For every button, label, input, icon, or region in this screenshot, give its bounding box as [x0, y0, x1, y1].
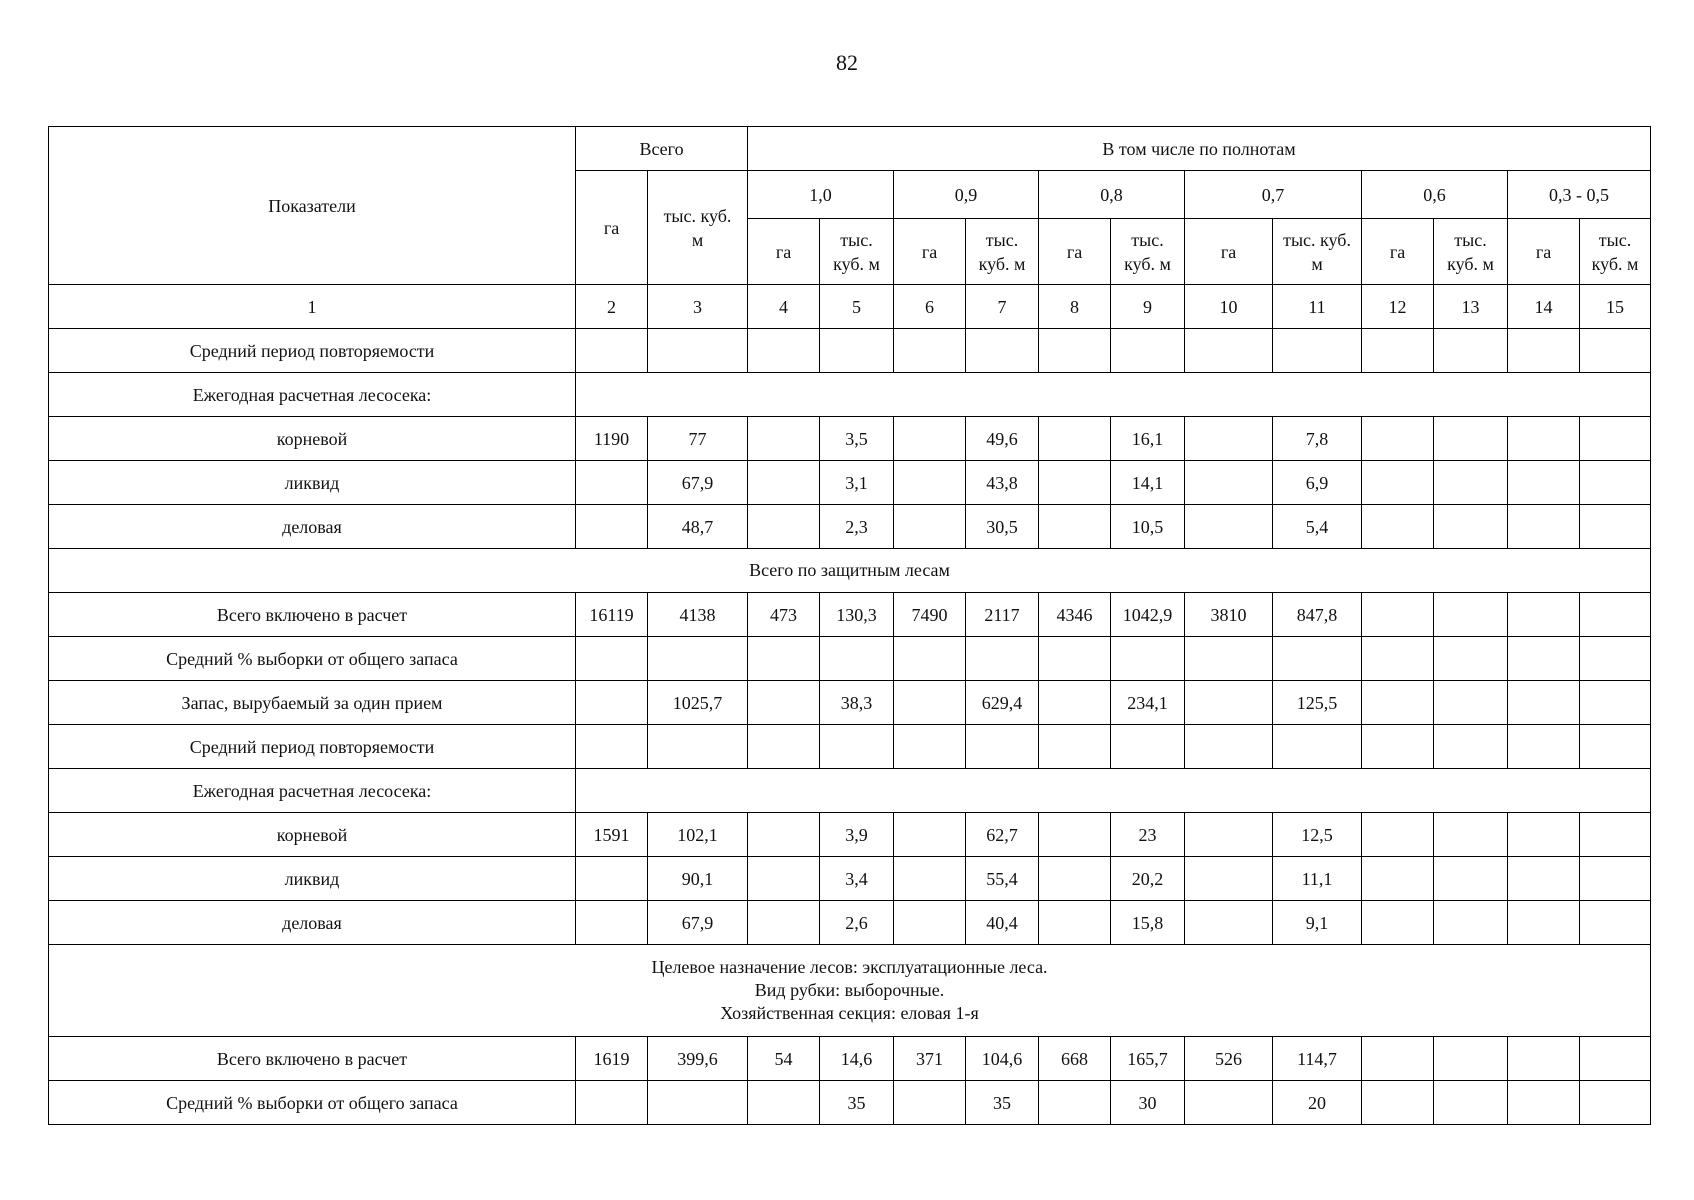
table-cell: 14,1	[1111, 461, 1185, 505]
row-label: Запас, вырубаемый за один прием	[49, 681, 576, 725]
table-row	[49, 593, 1651, 637]
table-cell	[1580, 901, 1651, 945]
page-number: 82	[836, 50, 858, 75]
table-cell	[1580, 461, 1651, 505]
table-cell	[1580, 505, 1651, 549]
table-cell	[576, 1081, 648, 1125]
table-cell	[894, 681, 966, 725]
table-cell: 90,1	[648, 857, 748, 901]
column-number: 8	[1039, 285, 1111, 329]
table-cell	[1434, 901, 1508, 945]
table-cell	[576, 505, 648, 549]
table-cell: 67,9	[648, 461, 748, 505]
table-cell: 2,3	[820, 505, 894, 549]
table-cell: 62,7	[966, 813, 1039, 857]
table-cell	[894, 461, 966, 505]
row-label: Средний период повторяемости	[49, 329, 576, 373]
table-cell: 11,1	[1273, 857, 1362, 901]
table-cell	[648, 725, 748, 769]
header-unit-volume: тыс. куб. м	[820, 219, 894, 285]
table-cell	[1508, 637, 1580, 681]
table-row	[49, 461, 1651, 505]
table-cell	[1039, 329, 1111, 373]
column-number: 15	[1580, 285, 1651, 329]
table-cell: 49,6	[966, 417, 1039, 461]
header-unit-ha: га	[1185, 219, 1273, 285]
table-cell	[1580, 329, 1651, 373]
table-cell	[748, 725, 820, 769]
table-cell	[1039, 461, 1111, 505]
table-cell: 54	[748, 1037, 820, 1081]
header-unit-ha: га	[1508, 219, 1580, 285]
header-indicators: Показатели	[49, 127, 576, 285]
table-cell	[1039, 637, 1111, 681]
table-cell	[1362, 637, 1434, 681]
table-cell: 102,1	[648, 813, 748, 857]
table-row	[49, 901, 1651, 945]
table-cell	[1580, 681, 1651, 725]
section-heading-line: Хозяйственная секция: еловая 1-я	[720, 1003, 979, 1023]
column-number: 12	[1362, 285, 1434, 329]
table-cell: 3,4	[820, 857, 894, 901]
column-number: 4	[748, 285, 820, 329]
table-cell	[1434, 857, 1508, 901]
table-cell	[1508, 901, 1580, 945]
table-row	[49, 945, 1651, 1037]
table-cell	[1362, 329, 1434, 373]
merged-cell	[576, 769, 1651, 813]
header-including: В том числе по полнотам	[748, 127, 1651, 171]
table-cell	[894, 637, 966, 681]
column-number: 14	[1508, 285, 1580, 329]
table-cell: 165,7	[1111, 1037, 1185, 1081]
table-cell	[1185, 813, 1273, 857]
table-cell	[576, 329, 648, 373]
table-cell	[894, 417, 966, 461]
row-label: Ежегодная расчетная лесосека:	[49, 373, 576, 417]
table-cell	[1362, 813, 1434, 857]
table-cell: 67,9	[648, 901, 748, 945]
table-cell	[1039, 681, 1111, 725]
table-cell: 12,5	[1273, 813, 1362, 857]
table-row	[49, 681, 1651, 725]
header-density: 1,0	[748, 171, 894, 219]
table-cell	[820, 637, 894, 681]
column-number: 2	[576, 285, 648, 329]
table-cell	[1273, 329, 1362, 373]
row-label: деловая	[49, 901, 576, 945]
table-cell	[1185, 329, 1273, 373]
table-cell	[1508, 813, 1580, 857]
header-unit-volume: тыс. куб. м	[966, 219, 1039, 285]
table-cell	[1039, 725, 1111, 769]
table-cell	[1185, 681, 1273, 725]
table-cell	[1362, 593, 1434, 637]
table-cell: 1619	[576, 1037, 648, 1081]
table-cell	[748, 329, 820, 373]
section-heading	[49, 549, 1651, 593]
table-cell	[1434, 417, 1508, 461]
table-cell: 20	[1273, 1081, 1362, 1125]
table-cell: 15,8	[1111, 901, 1185, 945]
table-cell: 473	[748, 593, 820, 637]
header-total-volume: тыс. куб. м	[648, 171, 748, 285]
column-number: 1	[49, 285, 576, 329]
table-cell: 1042,9	[1111, 593, 1185, 637]
header-density: 0,7	[1185, 171, 1362, 219]
column-number: 6	[894, 285, 966, 329]
table-cell: 5,4	[1273, 505, 1362, 549]
table-cell	[966, 329, 1039, 373]
header-density: 0,3 - 0,5	[1508, 171, 1651, 219]
table-cell	[1508, 505, 1580, 549]
table-cell	[1362, 1081, 1434, 1125]
table-cell: 40,4	[966, 901, 1039, 945]
table-row	[49, 769, 1651, 813]
table-cell	[1111, 725, 1185, 769]
table-cell	[1185, 1081, 1273, 1125]
table-cell	[1273, 637, 1362, 681]
table-cell: 130,3	[820, 593, 894, 637]
table-cell	[1508, 857, 1580, 901]
table-cell	[1273, 725, 1362, 769]
section-heading-line: Целевое назначение лесов: эксплуатационные леса.	[651, 957, 1048, 977]
table-cell	[748, 461, 820, 505]
table-cell: 4138	[648, 593, 748, 637]
table-cell: 2,6	[820, 901, 894, 945]
table-cell	[1434, 329, 1508, 373]
column-number: 9	[1111, 285, 1185, 329]
table-cell	[1185, 461, 1273, 505]
table-cell: 1190	[576, 417, 648, 461]
table-cell: 4346	[1039, 593, 1111, 637]
table-cell	[576, 725, 648, 769]
table-cell: 35	[966, 1081, 1039, 1125]
table-cell	[894, 813, 966, 857]
table-cell	[1434, 1081, 1508, 1125]
table-cell	[576, 681, 648, 725]
table-cell: 7490	[894, 593, 966, 637]
table-cell	[1508, 1081, 1580, 1125]
table-cell	[1580, 1037, 1651, 1081]
header-unit-volume: тыс. куб. м	[1111, 219, 1185, 285]
table-cell	[1580, 725, 1651, 769]
table-row	[49, 373, 1651, 417]
header-unit-ha: га	[1039, 219, 1111, 285]
table-row	[49, 813, 1651, 857]
row-label: корневой	[49, 417, 576, 461]
table-cell: 668	[1039, 1037, 1111, 1081]
table-cell	[1362, 857, 1434, 901]
table-cell	[1185, 417, 1273, 461]
table-cell: 10,5	[1111, 505, 1185, 549]
header-density: 0,8	[1039, 171, 1185, 219]
table-cell	[576, 901, 648, 945]
table-cell	[748, 637, 820, 681]
row-label: ликвид	[49, 857, 576, 901]
table-row	[49, 329, 1651, 373]
table-cell	[1508, 417, 1580, 461]
table-cell: 16119	[576, 593, 648, 637]
row-label: Всего включено в расчет	[49, 1037, 576, 1081]
header-density: 0,9	[894, 171, 1039, 219]
table-cell	[1508, 681, 1580, 725]
table-cell: 125,5	[1273, 681, 1362, 725]
column-number: 10	[1185, 285, 1273, 329]
table-cell: 30,5	[966, 505, 1039, 549]
table-cell	[1580, 857, 1651, 901]
table-cell: 371	[894, 1037, 966, 1081]
table-row	[49, 417, 1651, 461]
table-cell: 1025,7	[648, 681, 748, 725]
table-cell	[1362, 505, 1434, 549]
column-number: 13	[1434, 285, 1508, 329]
table-cell	[1434, 637, 1508, 681]
table-cell	[1508, 1037, 1580, 1081]
table-cell	[966, 637, 1039, 681]
table-row	[49, 1081, 1651, 1125]
table-cell: 35	[820, 1081, 894, 1125]
table-cell: 3,1	[820, 461, 894, 505]
table-row	[49, 637, 1651, 681]
row-label: деловая	[49, 505, 576, 549]
table-cell: 38,3	[820, 681, 894, 725]
header-density: 0,6	[1362, 171, 1508, 219]
table-cell: 48,7	[648, 505, 748, 549]
table-cell: 16,1	[1111, 417, 1185, 461]
table-cell	[1508, 725, 1580, 769]
table-cell: 9,1	[1273, 901, 1362, 945]
table-cell	[1039, 857, 1111, 901]
table-cell: 234,1	[1111, 681, 1185, 725]
table-cell	[1185, 725, 1273, 769]
column-number: 7	[966, 285, 1039, 329]
table-cell: 7,8	[1273, 417, 1362, 461]
table-cell: 23	[1111, 813, 1185, 857]
table-cell	[1434, 681, 1508, 725]
table-cell	[1039, 901, 1111, 945]
table-cell	[748, 813, 820, 857]
header-unit-ha: га	[748, 219, 820, 285]
table-cell	[1039, 1081, 1111, 1125]
table-cell	[576, 637, 648, 681]
row-label: Всего включено в расчет	[49, 593, 576, 637]
row-label: Средний период повторяемости	[49, 725, 576, 769]
table-cell	[748, 681, 820, 725]
table-row	[49, 857, 1651, 901]
table-cell	[1434, 593, 1508, 637]
header-unit-volume: тыс. куб. м	[1434, 219, 1508, 285]
table-cell	[1580, 637, 1651, 681]
table-cell	[1508, 329, 1580, 373]
table-cell	[1362, 461, 1434, 505]
table-cell: 3810	[1185, 593, 1273, 637]
table-cell	[648, 329, 748, 373]
table-cell	[966, 725, 1039, 769]
table-cell	[648, 1081, 748, 1125]
table-cell	[1039, 417, 1111, 461]
table-cell	[894, 725, 966, 769]
column-number: 11	[1273, 285, 1362, 329]
table-cell: 114,7	[1273, 1037, 1362, 1081]
table-cell	[748, 417, 820, 461]
table-cell	[1185, 857, 1273, 901]
table-cell	[1185, 901, 1273, 945]
table-cell	[1039, 813, 1111, 857]
table-cell: 2117	[966, 593, 1039, 637]
table-cell	[1362, 725, 1434, 769]
table-cell: 77	[648, 417, 748, 461]
table-cell	[820, 725, 894, 769]
table-cell	[1185, 505, 1273, 549]
table-cell	[1580, 593, 1651, 637]
table-cell	[1580, 813, 1651, 857]
section-heading	[49, 945, 1651, 1037]
table-cell	[894, 1081, 966, 1125]
table-cell	[894, 857, 966, 901]
column-number: 5	[820, 285, 894, 329]
table-cell: 847,8	[1273, 593, 1362, 637]
table-cell	[648, 637, 748, 681]
section-heading-line: Вид рубки: выборочные.	[754, 980, 945, 1000]
table-cell: 6,9	[1273, 461, 1362, 505]
table-cell: 526	[1185, 1037, 1273, 1081]
column-number: 3	[648, 285, 748, 329]
table-cell	[576, 857, 648, 901]
table-cell	[1580, 417, 1651, 461]
table-row	[49, 549, 1651, 593]
table-cell	[748, 1081, 820, 1125]
table-cell: 629,4	[966, 681, 1039, 725]
table-row	[49, 1037, 1651, 1081]
table-cell	[1434, 725, 1508, 769]
table-cell	[1508, 461, 1580, 505]
section-heading-line: Всего по защитным лесам	[749, 560, 950, 580]
header-unit-ha: га	[894, 219, 966, 285]
table-cell	[1434, 813, 1508, 857]
table-cell	[1580, 1081, 1651, 1125]
table-cell	[1362, 681, 1434, 725]
header-unit-volume: тыс. куб. м	[1273, 219, 1362, 285]
table-cell	[576, 461, 648, 505]
table-cell: 399,6	[648, 1037, 748, 1081]
header-total: Всего	[576, 127, 748, 171]
table-cell: 3,9	[820, 813, 894, 857]
table-cell	[1362, 1037, 1434, 1081]
table-cell	[1508, 593, 1580, 637]
table-cell	[748, 505, 820, 549]
header-total-ha: га	[576, 171, 648, 285]
table-row	[49, 725, 1651, 769]
table-cell	[1039, 505, 1111, 549]
header-unit-volume: тыс. куб. м	[1580, 219, 1651, 285]
table-cell	[748, 901, 820, 945]
table-cell: 55,4	[966, 857, 1039, 901]
table-cell	[1434, 505, 1508, 549]
table-cell: 30	[1111, 1081, 1185, 1125]
row-label: ликвид	[49, 461, 576, 505]
table-cell: 3,5	[820, 417, 894, 461]
table-cell	[894, 505, 966, 549]
table-cell	[894, 901, 966, 945]
table-cell	[1111, 637, 1185, 681]
row-label: Средний % выборки от общего запаса	[49, 637, 576, 681]
header-unit-ha: га	[1362, 219, 1434, 285]
row-label: Ежегодная расчетная лесосека:	[49, 769, 576, 813]
table-cell	[820, 329, 894, 373]
table-cell	[1434, 461, 1508, 505]
forest-cutting-table	[48, 126, 1651, 1125]
row-label: Средний % выборки от общего запаса	[49, 1081, 576, 1125]
table-cell	[1111, 329, 1185, 373]
table-cell	[1362, 901, 1434, 945]
table-cell: 1591	[576, 813, 648, 857]
table-cell	[748, 857, 820, 901]
merged-cell	[576, 373, 1651, 417]
table-cell	[1434, 1037, 1508, 1081]
table-cell	[894, 329, 966, 373]
table-cell: 20,2	[1111, 857, 1185, 901]
row-label: корневой	[49, 813, 576, 857]
table-cell	[1362, 417, 1434, 461]
table-cell: 104,6	[966, 1037, 1039, 1081]
table-cell	[1185, 637, 1273, 681]
table-cell: 43,8	[966, 461, 1039, 505]
table-cell: 14,6	[820, 1037, 894, 1081]
table-row	[49, 505, 1651, 549]
